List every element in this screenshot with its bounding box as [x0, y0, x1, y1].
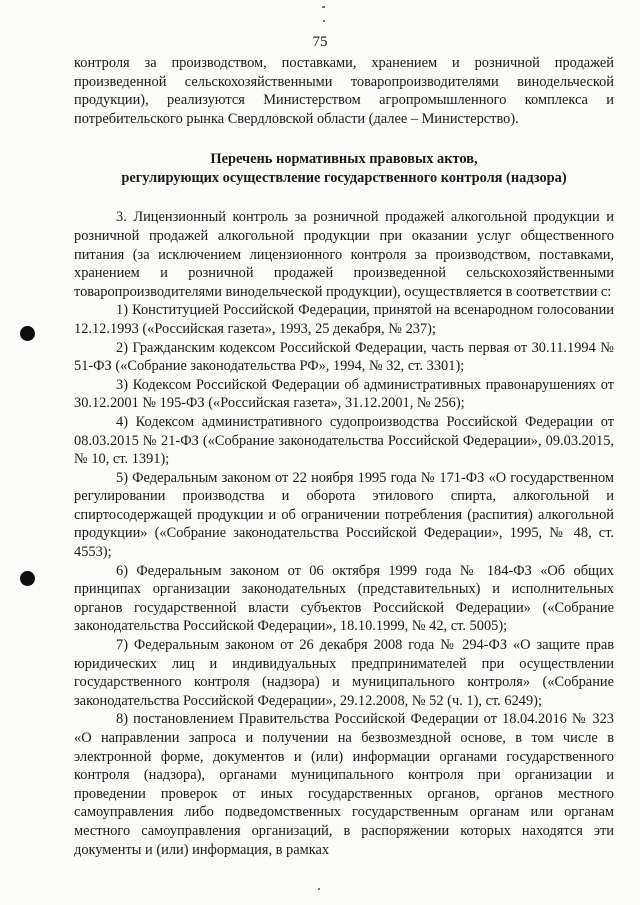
section-heading: [74, 150, 614, 188]
list-item: 8) постановлением Правительства Российской Федерации от 18.04.2016 № 323 «О направлении запроса и получении на безвозмездной основе, в том числе в электронной форме, документов и (или) информации органами государственного контроля (надзора), органами муниципального контроля при организации и проведении проверок от иных государственных органов, органов местного самоуправления либо подведомственных государственным органам или органам местного самоуправления организаций, в распоряжении которых находятся эти документы и (или) информация, в рамках: [74, 711, 614, 858]
list-item: 4) Кодексом административного судопроизводства Российской Федерации от 08.03.2015 № 21-ФЗ («Собрание законодательства Российской Федерации», 09.03.2015, № 10, ст. 1391);: [74, 413, 614, 468]
list-item: 3) Кодексом Российской Федерации об административных правонарушениях от 30.12.2001 № 195-ФЗ («Российская газета», 31.12.2001, № 256);: [74, 376, 614, 412]
heading-line-2: регулирующих осуществление государственного контроля (надзора): [121, 170, 567, 187]
page-number: 75: [312, 34, 328, 50]
list-item: 2) Гражданским кодексом Российской Федерации, часть первая от 30.11.1994 № 51-ФЗ («Собрание законодательства РФ», 1994, № 32, ст. 3301);: [74, 339, 614, 375]
intro-paragraph: контроля за производством, поставками, хранением и розничной продажей произведенной сельскохозяйственными товаропроизводителями винодельческой продукции), реализуются Министерством агропромышленного комплекса и потребительского рынка Свердловской области (далее – Министерство).: [74, 55, 614, 127]
scan-speck: [318, 888, 320, 890]
hole-punch-mark: [20, 326, 35, 341]
list-item: 1) Конституцией Российской Федерации, принятой на всенародном голосовании 12.12.1993 («Российская газета», 1993, 25 декабря, № 237);: [74, 302, 614, 337]
heading-line-1: Перечень нормативных правовых актов,: [210, 151, 478, 168]
list-item: 5) Федеральным законом от 22 ноября 1995 года № 171-ФЗ «О государственном регулировании производства и оборота этилового спирта, алкогольной и спиртосодержащей продукции и об ограничении потребления (распития) алкогольной продукции» («Собрание законодательства Российской Федерации», 1995, № 48, ст. 4553);: [74, 469, 614, 561]
hole-punch-mark: [20, 571, 35, 586]
scan-speck: [322, 6, 325, 8]
list-item: 7) Федеральным законом от 26 декабря 2008 года № 294-ФЗ «О защите прав юридических лиц и индивидуальных предпринимателей при осуществлении государственного контроля (надзора) и муниципального контроля» («Собрание законодательства Российской Федерации», 29.12.2008, № 52 (ч. 1), ст. 6249);: [74, 637, 614, 709]
document-body: [74, 54, 614, 859]
section-3-paragraph: 3. Лицензионный контроль за розничной продажей алкогольной продукции и розничной продажей алкогольной продукции при оказании услуг общественного питания (за исключением лицензионного контроля за производством, поставками, хранением и розничной продажей произведенной сельскохозяйственными товаропроизводителями винодельческой продукции), осуществляется в соответствии с:: [74, 209, 614, 300]
list-item: 6) Федеральным законом от 06 октября 1999 года № 184-ФЗ «Об общих принципах организации законодательных (представительных) и исполнительных органов государственной власти субъектов Российской Федерации» («Собрание законодательства Российской Федерации», 18.10.1999, № 42, ст. 5005);: [74, 562, 614, 635]
scan-speck: [323, 20, 325, 22]
